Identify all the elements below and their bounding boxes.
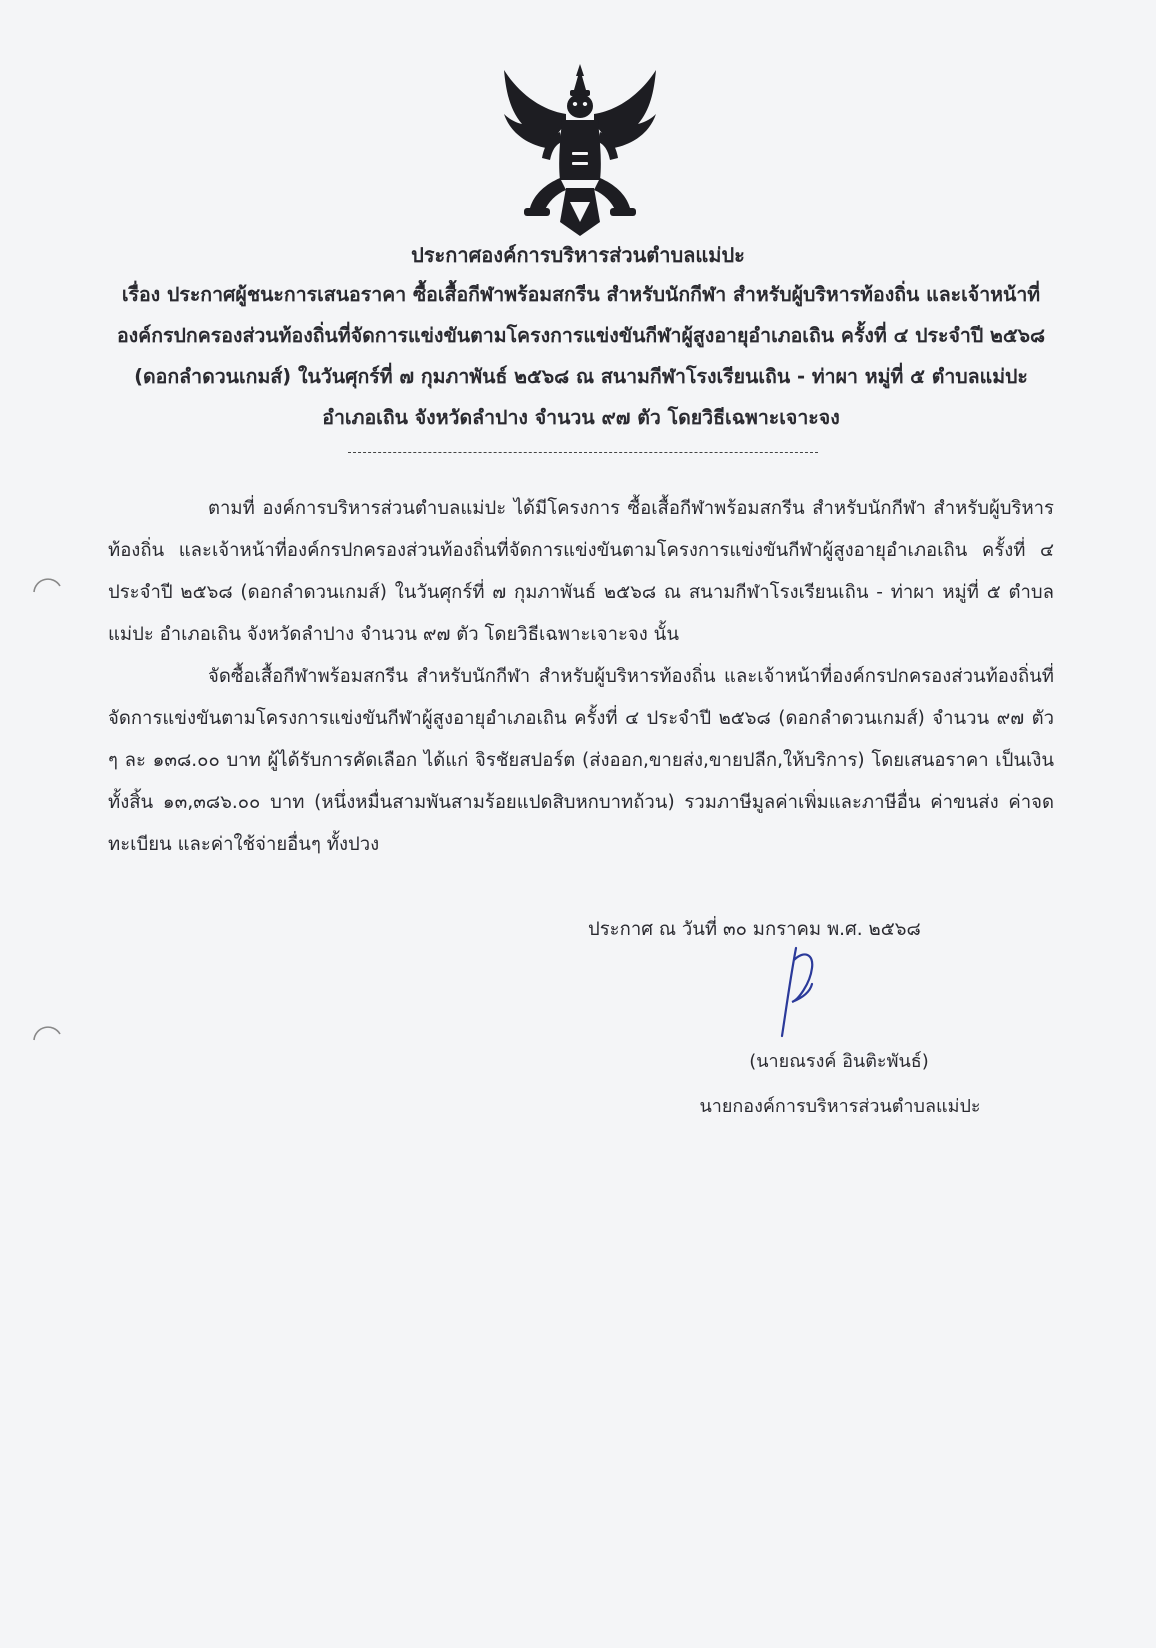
punch-hole-icon [30, 572, 64, 606]
signer-position: นายกองค์การบริหารส่วนตำบลแม่ปะ [699, 1096, 981, 1117]
announcement-title: ประกาศองค์การบริหารส่วนตำบลแม่ปะ [411, 243, 745, 267]
announcement-subject: เรื่อง ประกาศผู้ชนะการเสนอราคา ซื้อเสื้อกีฬาพร้อมสกรีน สำหรับนักกีฬา สำหรับผู้บริหารท้องถิ่น และเจ้าหน้าที่องค์กรปกครองส่วนท้องถิ่นที่จัดการแข่งขันตามโครงการแข่งขันกีฬาผู้สูงอายุอำเภอเถิน ครั้งที่ ๔ ประจำปี ๒๕๖๘ (ดอกลำดวนเกมส์) ในวันศุกร์ที่ ๗ กุมภาพันธ์ ๒๕๖๘ ณ สนามกีฬาโรงเรียนเถิน - ท่าผา หมู่ที่ ๕ ตำบลแม่ปะ อำเภอเถิน จังหวัดลำปาง จำนวน ๙๗ ตัว โดยวิธีเฉพาะเจาะจง [116, 283, 1046, 429]
punch-hole-icon [30, 1020, 64, 1054]
garuda-emblem-icon [500, 62, 660, 238]
handwritten-signature [768, 940, 828, 1040]
body-paragraph-1: ตามที่ องค์การบริหารส่วนตำบลแม่ปะ ได้มีโครงการ ซื้อเสื้อกีฬาพร้อมสกรีน สำหรับนักกีฬา สำหรับผู้บริหารท้องถิ่น และเจ้าหน้าที่องค์กรปกครองส่วนท้องถิ่นที่จัดการแข่งขันตามโครงการแข่งขันกีฬาผู้สูงอายุอำเภอเถิน ครั้งที่ ๔ ประจำปี ๒๕๖๘ (ดอกลำดวนเกมส์) ในวันศุกร์ที่ ๗ กุมภาพันธ์ ๒๕๖๘ ณ สนามกีฬาโรงเรียนเถิน - ท่าผา หมู่ที่ ๕ ตำบลแม่ปะ อำเภอเถิน จังหวัดลำปาง จำนวน ๙๗ ตัว โดยวิธีเฉพาะเจาะจง นั้น [108, 498, 1054, 645]
body-paragraph-2: จัดซื้อเสื้อกีฬาพร้อมสกรีน สำหรับนักกีฬา สำหรับผู้บริหารท้องถิ่น และเจ้าหน้าที่องค์กรปกครองส่วนท้องถิ่นที่จัดการแข่งขันตามโครงการแข่งขันกีฬาผู้สูงอายุอำเภอเถิน ครั้งที่ ๔ ประจำปี ๒๕๖๘ (ดอกลำดวนเกมส์) จำนวน ๙๗ ตัว ๆ ละ ๑๓๘.๐๐ บาท ผู้ได้รับการคัดเลือก ได้แก่ จิรชัยสปอร์ต (ส่งออก,ขายส่ง,ขายปลีก,ให้บริการ) โดยเสนอราคา เป็นเงินทั้งสิ้น ๑๓,๓๘๖.๐๐ บาท (หนึ่งหมื่นสามพันสามร้อยแปดสิบหกบาทถ้วน) รวมภาษีมูลค่าเพิ่มและภาษีอื่น ค่าขนส่ง ค่าจดทะเบียน และค่าใช้จ่ายอื่นๆ ทั้งปวง [108, 666, 1054, 855]
separator-line [348, 452, 818, 453]
announcement-body [108, 488, 1054, 866]
announcement-date: ประกาศ ณ วันที่ ๓๐ มกราคม พ.ศ. ๒๕๖๘ [588, 919, 921, 940]
signer-name: (นายณรงค์ อินติะพันธ์) [749, 1051, 929, 1072]
